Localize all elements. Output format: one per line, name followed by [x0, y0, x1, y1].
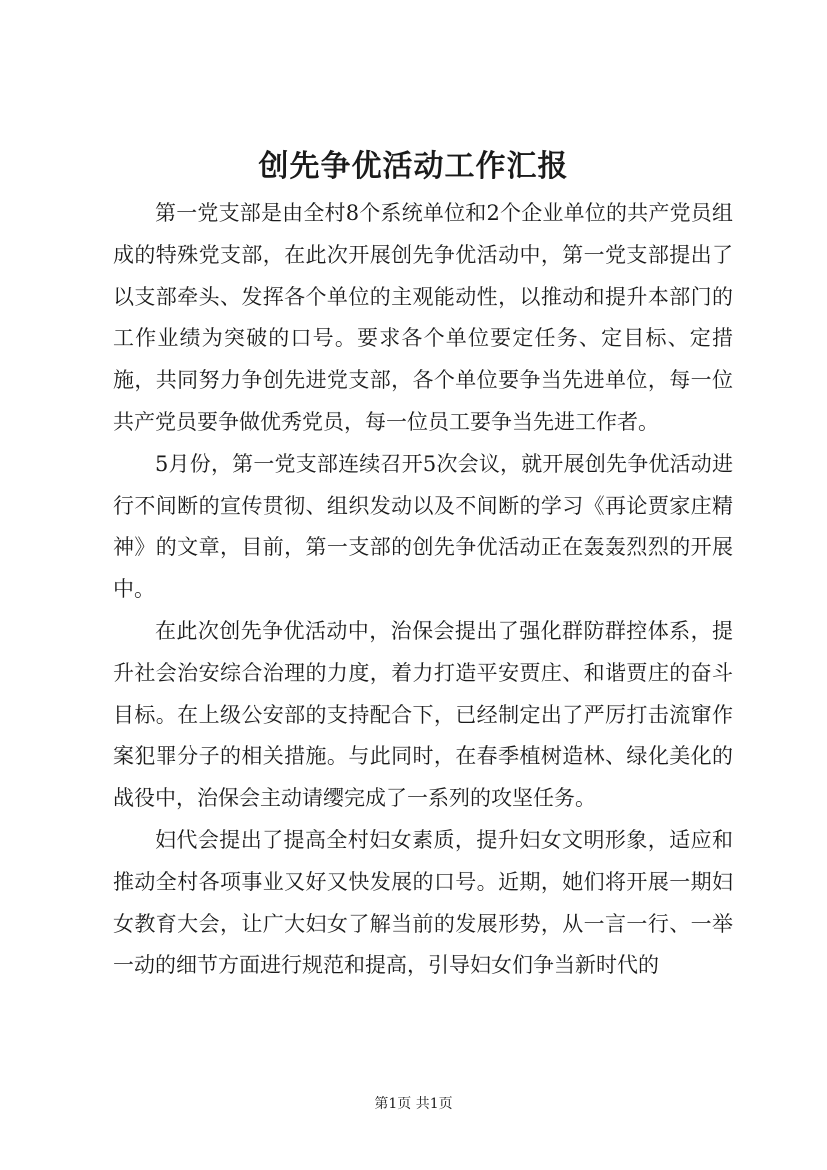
- paragraph-2: 5月份，第一党支部连续召开5次会议，就开展创先争优活动进行不间断的宣传贯彻、组织发动以及不间断的学习《再论贾家庄精神》的文章，目前，第一支部的创先争优活动正在轰轰烈烈的开展中。: [113, 451, 733, 602]
- paragraph-3: 在此次创先争优活动中，治保会提出了强化群防群控体系，提升社会治安综合治理的力度，着力打造平安贾庄、和谐贾庄的奋斗目标。在上级公安部的支持配合下，已经制定出了严厉打击流窜作案犯罪分子的相关措施。与此同时，在春季植树造林、绿化美化的战役中，治保会主动请缨完成了一系列的攻坚任务。: [113, 618, 733, 811]
- page-number-footer: 第1页 共1页: [374, 1096, 453, 1112]
- document-title: 创先争优活动工作汇报: [258, 149, 569, 184]
- document-body: [113, 193, 733, 987]
- paragraph-1: 第一党支部是由全村8个系统单位和2个企业单位的共产党员组成的特殊党支部，在此次开展创先争优活动中，第一党支部提出了以支部牵头、发挥各个单位的主观能动性，以推动和提升本部门的工作业绩为突破的口号。要求各个单位要定任务、定目标、定措施，共同努力争创先进党支部，各个单位要争当先进单位，每一位共产党员要争做优秀党员，每一位员工要争当先进工作者。: [113, 201, 733, 434]
- paragraph-4: 妇代会提出了提高全村妇女素质，提升妇女文明形象，适应和推动全村各项事业又好又快发展的口号。近期，她们将开展一期妇女教育大会，让广大妇女了解当前的发展形势，从一言一行、一举一动的细节方面进行规范和提高，引导妇女们争当新时代的: [113, 827, 733, 978]
